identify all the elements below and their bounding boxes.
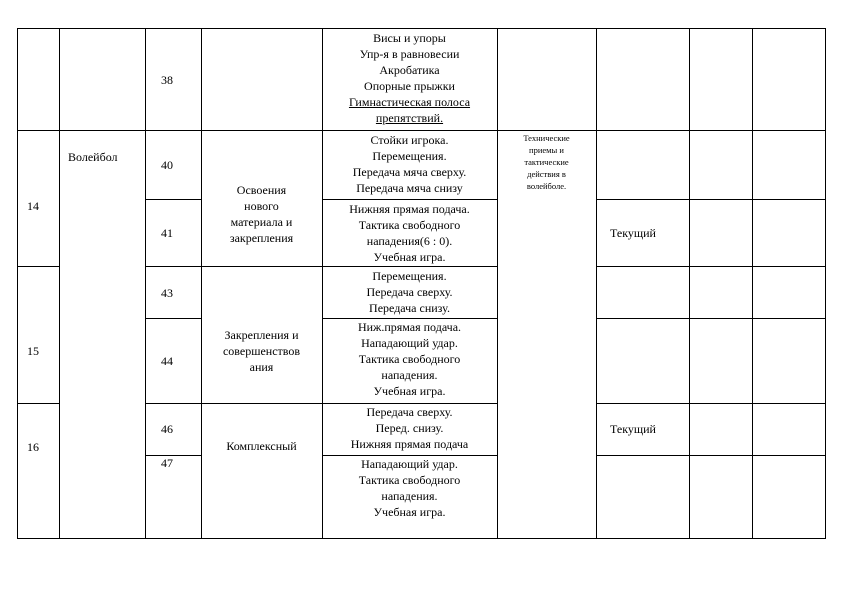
lesson-type-improving (201, 327, 322, 375)
grid-line (59, 28, 60, 539)
content-line: Перемещения. (372, 149, 447, 163)
section-topic: Волейбол (68, 150, 118, 164)
content-line: Висы и упоры (373, 31, 446, 45)
grid-line (596, 28, 597, 539)
requirement-line: тактические (524, 157, 569, 167)
type-line: закрепления (229, 231, 294, 245)
grid-line (17, 538, 825, 539)
type-line: материала и (230, 215, 293, 229)
lesson-number-46: 46 (161, 422, 173, 436)
grid-line (596, 455, 825, 456)
lesson-content-46 (322, 404, 497, 452)
lesson-number-44: 44 (161, 354, 173, 368)
lesson-content-43 (322, 268, 497, 316)
lesson-content-47 (322, 456, 497, 520)
type-line: Закрепления и (224, 328, 299, 342)
content-line: Опорные прыжки (364, 79, 455, 93)
type-line: нового (244, 199, 279, 213)
content-line: нападения. (381, 368, 438, 382)
content-line: Передача сверху. (366, 285, 453, 299)
grid-line (17, 28, 825, 29)
requirement-line: приемы и (529, 145, 564, 155)
grid-line (145, 318, 201, 319)
content-line: Нижняя прямая подача (350, 437, 469, 451)
content-line: Упр-я в равновесии (359, 47, 460, 61)
grid-line (145, 199, 201, 200)
content-line: Нападающий удар. (361, 336, 458, 350)
grid-line (145, 28, 146, 539)
content-line: Передача мяча сверху. (352, 165, 467, 179)
content-line: Нижняя прямая подача. (349, 202, 470, 216)
lesson-number-41: 41 (161, 226, 173, 240)
content-line: Стойки игрока. (370, 133, 449, 147)
content-line: Тактика свободного (358, 473, 461, 487)
type-line: совершенствов (222, 344, 301, 358)
grid-line (145, 455, 201, 456)
content-line: Передача мяча снизу (356, 181, 463, 195)
grid-line (17, 403, 59, 404)
grid-line (201, 28, 202, 539)
grid-line (825, 28, 826, 539)
grid-line (145, 266, 497, 267)
lesson-content-38 (322, 30, 497, 126)
control-type-46: Текущий (610, 422, 656, 436)
grid-line (596, 266, 825, 267)
requirement-line: волейболе. (526, 181, 567, 191)
lesson-type-complex: Комплексный (226, 439, 297, 453)
requirement-line: Технические (523, 133, 570, 143)
grid-line (497, 28, 498, 539)
lesson-content-40 (322, 132, 497, 196)
lesson-number-43: 43 (161, 286, 173, 300)
content-line: Перемещения. (372, 269, 447, 283)
content-line: Передача сверху. (366, 405, 453, 419)
grid-line (689, 28, 690, 539)
content-line: Учебная игра. (373, 505, 446, 519)
lesson-number-40: 40 (161, 158, 173, 172)
content-line: препятствий. (375, 111, 444, 125)
content-line: Тактика свободного (358, 352, 461, 366)
content-line: Перед. снизу. (375, 421, 444, 435)
content-line: Передача снизу. (369, 301, 450, 315)
content-line: Учебная игра. (373, 384, 446, 398)
content-line: нападения. (381, 489, 438, 503)
content-line: Нападающий удар. (361, 457, 458, 471)
grid-line (596, 318, 825, 319)
content-line: Гимнастическая полоса (348, 95, 471, 109)
content-line: Тактика свободного (358, 218, 461, 232)
type-line: ания (249, 360, 274, 374)
grid-line (17, 130, 825, 131)
lesson-type-mastering (201, 182, 322, 246)
requirement-line: действия в (527, 169, 566, 179)
lesson-index-15: 15 (27, 344, 39, 358)
content-line: нападения(6 : 0). (366, 234, 453, 248)
content-line: Ниж.прямая подача. (357, 320, 462, 334)
lesson-content-41 (322, 201, 497, 265)
type-line: Освоения (236, 183, 287, 197)
requirements-text (497, 132, 596, 192)
lesson-number-38: 38 (161, 73, 173, 87)
content-line: Учебная игра. (373, 250, 446, 264)
grid-line (596, 199, 825, 200)
grid-line (17, 28, 18, 539)
grid-line (596, 403, 825, 404)
lesson-index-16: 16 (27, 440, 39, 454)
control-type-41: Текущий (610, 226, 656, 240)
grid-line (322, 199, 497, 200)
lesson-index-14: 14 (27, 199, 39, 213)
lesson-content-44 (322, 319, 497, 399)
content-line: Акробатика (379, 63, 440, 77)
grid-line (752, 28, 753, 539)
grid-line (17, 266, 59, 267)
lesson-number-47: 47 (161, 456, 173, 470)
